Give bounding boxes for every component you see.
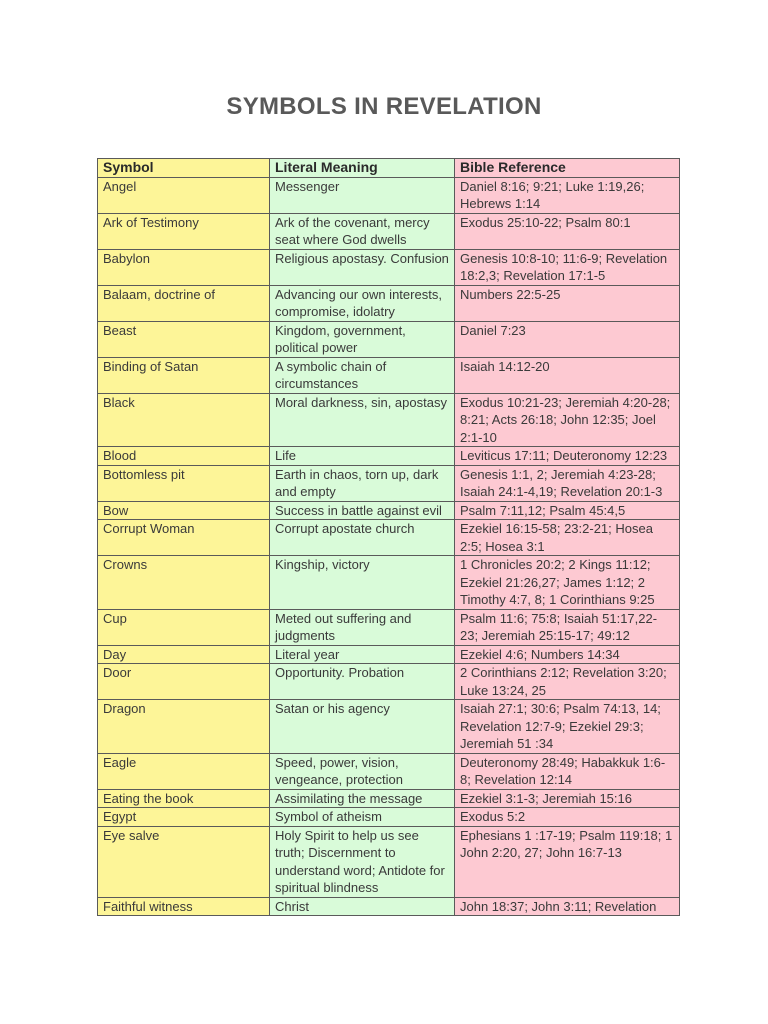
table-row — [98, 808, 680, 827]
meaning-cell: Symbol of atheism — [270, 808, 455, 827]
header-literal-meaning: Literal Meaning — [270, 159, 455, 178]
symbol-cell: Eating the book — [98, 789, 270, 808]
reference-cell: Psalm 11:6; 75:8; Isaiah 51:17,22-23; Jeremiah 25:15-17; 49:12 — [455, 609, 680, 645]
meaning-cell: Life — [270, 447, 455, 466]
table-row — [98, 357, 680, 393]
meaning-cell: Kingdom, government, political power — [270, 321, 455, 357]
symbol-cell: Beast — [98, 321, 270, 357]
table-body — [98, 177, 680, 916]
table-row — [98, 285, 680, 321]
table-header-row — [98, 159, 680, 178]
reference-cell: Isaiah 14:12-20 — [455, 357, 680, 393]
meaning-cell: Ark of the covenant, mercy seat where God dwells — [270, 213, 455, 249]
meaning-cell: Messenger — [270, 177, 455, 213]
reference-cell: Exodus 5:2 — [455, 808, 680, 827]
meaning-cell: Satan or his agency — [270, 700, 455, 754]
table-row — [98, 897, 680, 916]
reference-cell: Daniel 7:23 — [455, 321, 680, 357]
meaning-cell: Success in battle against evil — [270, 501, 455, 520]
table-row — [98, 213, 680, 249]
table-row — [98, 501, 680, 520]
symbol-cell: Cup — [98, 609, 270, 645]
table-row — [98, 645, 680, 664]
table-row — [98, 447, 680, 466]
meaning-cell: Assimilating the message — [270, 789, 455, 808]
symbol-cell: Babylon — [98, 249, 270, 285]
table-row — [98, 753, 680, 789]
meaning-cell: Advancing our own interests, compromise, idolatry — [270, 285, 455, 321]
reference-cell: John 18:37; John 3:11; Revelation — [455, 897, 680, 916]
table-row — [98, 789, 680, 808]
reference-cell: Ephesians 1 :17-19; Psalm 119:18; 1 John 2:20, 27; John 16:7-13 — [455, 826, 680, 897]
symbol-cell: Door — [98, 664, 270, 700]
reference-cell: Ezekiel 16:15-58; 23:2-21; Hosea 2:5; Hosea 3:1 — [455, 520, 680, 556]
header-bible-reference: Bible Reference — [455, 159, 680, 178]
reference-cell: Genesis 10:8-10; 11:6-9; Revelation 18:2,3; Revelation 17:1-5 — [455, 249, 680, 285]
meaning-cell: Moral darkness, sin, apostasy — [270, 393, 455, 447]
symbol-cell: Angel — [98, 177, 270, 213]
meaning-cell: Holy Spirit to help us see truth; Discernment to understand word; Antidote for spiritual blindness — [270, 826, 455, 897]
reference-cell: 2 Corinthians 2:12; Revelation 3:20; Luke 13:24, 25 — [455, 664, 680, 700]
page-title: SYMBOLS IN REVELATION — [226, 93, 542, 120]
symbol-cell: Bottomless pit — [98, 465, 270, 501]
table-row — [98, 556, 680, 610]
reference-cell: Psalm 7:11,12; Psalm 45:4,5 — [455, 501, 680, 520]
meaning-cell: A symbolic chain of circumstances — [270, 357, 455, 393]
symbol-cell: Crowns — [98, 556, 270, 610]
reference-cell: Leviticus 17:11; Deuteronomy 12:23 — [455, 447, 680, 466]
symbol-cell: Faithful witness — [98, 897, 270, 916]
table-row — [98, 321, 680, 357]
meaning-cell: Religious apostasy. Confusion — [270, 249, 455, 285]
symbol-cell: Balaam, doctrine of — [98, 285, 270, 321]
reference-cell: Numbers 22:5-25 — [455, 285, 680, 321]
meaning-cell: Earth in chaos, torn up, dark and empty — [270, 465, 455, 501]
table-row — [98, 465, 680, 501]
table-row — [98, 700, 680, 754]
reference-cell: Exodus 25:10-22; Psalm 80:1 — [455, 213, 680, 249]
meaning-cell: Corrupt apostate church — [270, 520, 455, 556]
reference-cell: Deuteronomy 28:49; Habakkuk 1:6-8; Revelation 12:14 — [455, 753, 680, 789]
reference-cell: Ezekiel 4:6; Numbers 14:34 — [455, 645, 680, 664]
header-symbol: Symbol — [98, 159, 270, 178]
meaning-cell: Meted out suffering and judgments — [270, 609, 455, 645]
table-row — [98, 249, 680, 285]
reference-cell: 1 Chronicles 20:2; 2 Kings 11:12; Ezekiel 21:26,27; James 1:12; 2 Timothy 4:7, 8; 1 Corinthians 9:25 — [455, 556, 680, 610]
symbol-cell: Ark of Testimony — [98, 213, 270, 249]
table-row — [98, 393, 680, 447]
reference-cell: Daniel 8:16; 9:21; Luke 1:19,26; Hebrews 1:14 — [455, 177, 680, 213]
table-row — [98, 826, 680, 897]
meaning-cell: Literal year — [270, 645, 455, 664]
symbol-cell: Egypt — [98, 808, 270, 827]
table-row — [98, 664, 680, 700]
reference-cell: Ezekiel 3:1-3; Jeremiah 15:16 — [455, 789, 680, 808]
table-row — [98, 520, 680, 556]
meaning-cell: Opportunity. Probation — [270, 664, 455, 700]
symbols-table — [97, 158, 680, 916]
table-row — [98, 609, 680, 645]
symbol-cell: Eye salve — [98, 826, 270, 897]
symbol-cell: Binding of Satan — [98, 357, 270, 393]
meaning-cell: Speed, power, vision, vengeance, protection — [270, 753, 455, 789]
symbol-cell: Dragon — [98, 700, 270, 754]
symbol-cell: Blood — [98, 447, 270, 466]
meaning-cell: Kingship, victory — [270, 556, 455, 610]
symbol-cell: Eagle — [98, 753, 270, 789]
symbol-cell: Corrupt Woman — [98, 520, 270, 556]
table-row — [98, 177, 680, 213]
reference-cell: Isaiah 27:1; 30:6; Psalm 74:13, 14; Revelation 12:7-9; Ezekiel 29:3; Jeremiah 51 :34 — [455, 700, 680, 754]
symbol-cell: Bow — [98, 501, 270, 520]
reference-cell: Genesis 1:1, 2; Jeremiah 4:23-28; Isaiah 24:1-4,19; Revelation 20:1-3 — [455, 465, 680, 501]
meaning-cell: Christ — [270, 897, 455, 916]
symbol-cell: Day — [98, 645, 270, 664]
symbol-cell: Black — [98, 393, 270, 447]
reference-cell: Exodus 10:21-23; Jeremiah 4:20-28; 8:21; Acts 26:18; John 12:35; Joel 2:1-10 — [455, 393, 680, 447]
